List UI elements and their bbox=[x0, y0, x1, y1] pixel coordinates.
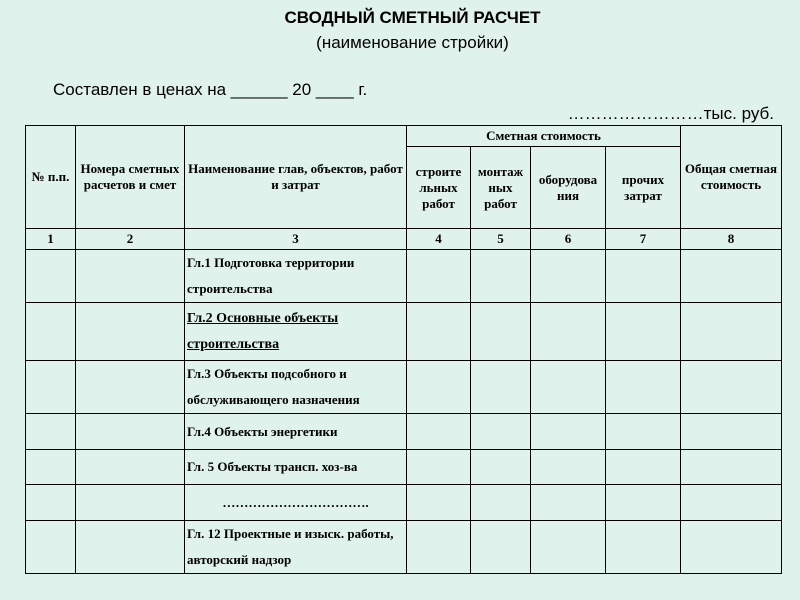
units-line: ……………………тыс. руб. bbox=[567, 104, 774, 123]
table-cell bbox=[26, 450, 76, 485]
table-cell bbox=[471, 250, 531, 303]
table-cell bbox=[681, 450, 782, 485]
col-header-total: Общая сметная стоимость bbox=[681, 126, 782, 229]
table-cell bbox=[471, 361, 531, 414]
table-cell bbox=[471, 521, 531, 574]
row-name: Гл. 5 Объекты трансп. хоз-ва bbox=[185, 450, 407, 485]
table-cell bbox=[76, 450, 185, 485]
table-cell bbox=[531, 250, 606, 303]
table-cell bbox=[531, 361, 606, 414]
row-name: ……………………………. bbox=[185, 485, 407, 521]
page-subtitle: (наименование стройки) bbox=[316, 33, 509, 52]
table-cell bbox=[76, 414, 185, 450]
table-cell bbox=[681, 361, 782, 414]
table-cell bbox=[681, 303, 782, 361]
table-cell bbox=[76, 521, 185, 574]
row-name: Гл.4 Объекты энергетики bbox=[185, 414, 407, 450]
index-cell: 8 bbox=[681, 229, 782, 250]
estimate-table bbox=[25, 125, 782, 574]
row-name: Гл.2 Основные объекты строительства bbox=[185, 303, 407, 361]
index-cell: 1 bbox=[26, 229, 76, 250]
table-cell bbox=[407, 303, 471, 361]
table-cell bbox=[407, 450, 471, 485]
table-cell bbox=[76, 485, 185, 521]
table-cell bbox=[471, 485, 531, 521]
table-row bbox=[26, 414, 782, 450]
table-row bbox=[26, 303, 782, 361]
table-cell bbox=[471, 450, 531, 485]
col-header-estimate-numbers: Номера сметных расчетов и смет bbox=[76, 126, 185, 229]
table-cell bbox=[407, 485, 471, 521]
table-cell bbox=[606, 485, 681, 521]
table-cell bbox=[606, 303, 681, 361]
table-cell bbox=[471, 303, 531, 361]
index-cell: 4 bbox=[407, 229, 471, 250]
table-cell bbox=[76, 250, 185, 303]
col-header-number: № п.п. bbox=[26, 126, 76, 229]
page-title: СВОДНЫЙ СМЕТНЫЙ РАСЧЕТ bbox=[284, 8, 541, 27]
table-cell bbox=[531, 485, 606, 521]
index-cell: 7 bbox=[606, 229, 681, 250]
index-cell: 2 bbox=[76, 229, 185, 250]
table-cell bbox=[606, 361, 681, 414]
col-header-equipment: оборудова ния bbox=[531, 147, 606, 229]
table-cell bbox=[681, 250, 782, 303]
index-cell: 5 bbox=[471, 229, 531, 250]
row-name: Гл. 12 Проектные и изыск. работы, авторский надзор bbox=[185, 521, 407, 574]
col-header-cost-group: Сметная стоимость bbox=[407, 126, 681, 147]
row-name: Гл.1 Подготовка территории строительства bbox=[185, 250, 407, 303]
index-cell: 3 bbox=[185, 229, 407, 250]
table-cell bbox=[531, 521, 606, 574]
table-cell bbox=[407, 361, 471, 414]
price-date-line: Составлен в ценах на ______ 20 ____ г. bbox=[53, 80, 368, 99]
table-row bbox=[26, 521, 782, 574]
table-cell bbox=[681, 485, 782, 521]
index-cell: 6 bbox=[531, 229, 606, 250]
table-cell bbox=[531, 414, 606, 450]
table-cell bbox=[606, 414, 681, 450]
table-cell bbox=[26, 521, 76, 574]
table-cell bbox=[26, 361, 76, 414]
table-row bbox=[26, 361, 782, 414]
col-header-installation: монтаж ных работ bbox=[471, 147, 531, 229]
col-header-construction: строите льных работ bbox=[407, 147, 471, 229]
table-row bbox=[26, 250, 782, 303]
table-cell bbox=[26, 485, 76, 521]
table-cell bbox=[26, 250, 76, 303]
table-cell bbox=[606, 250, 681, 303]
table-cell bbox=[76, 303, 185, 361]
table-cell bbox=[606, 450, 681, 485]
table-cell bbox=[531, 303, 606, 361]
col-header-other: прочих затрат bbox=[606, 147, 681, 229]
table-row bbox=[26, 450, 782, 485]
table-cell bbox=[26, 303, 76, 361]
table-cell bbox=[407, 521, 471, 574]
table-cell bbox=[531, 450, 606, 485]
table-cell bbox=[407, 250, 471, 303]
table-cell bbox=[681, 521, 782, 574]
index-row bbox=[26, 229, 782, 250]
header-row-1 bbox=[26, 126, 782, 147]
table-cell bbox=[681, 414, 782, 450]
table-cell bbox=[606, 521, 681, 574]
table-cell bbox=[26, 414, 76, 450]
table-cell bbox=[471, 414, 531, 450]
table-row bbox=[26, 485, 782, 521]
table-cell bbox=[76, 361, 185, 414]
table-cell bbox=[407, 414, 471, 450]
row-name: Гл.3 Объекты подсобного и обслуживающего назначения bbox=[185, 361, 407, 414]
col-header-names: Наименование глав, объектов, работ и затрат bbox=[185, 126, 407, 229]
